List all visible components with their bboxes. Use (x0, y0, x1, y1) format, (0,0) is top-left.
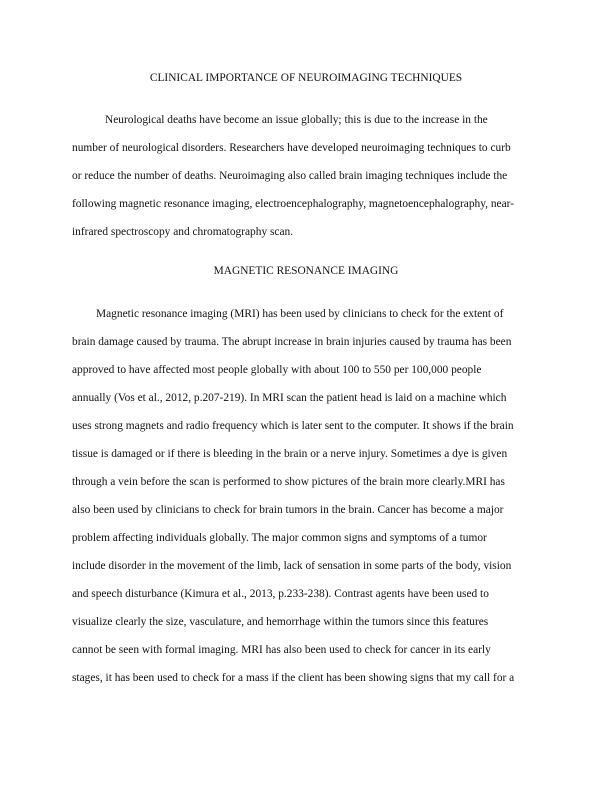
paragraph-line: cannot be seen with formal imaging. MRI has also been used to check for cancer in its early (72, 644, 491, 656)
paragraph-line: Magnetic resonance imaging (MRI) has been used by clinicians to check for the extent of (96, 308, 504, 320)
paragraph-line: annually (Vos et al., 2012, p.207-219). In MRI scan the patient head is laid on a machine which (72, 392, 507, 404)
paragraph-line: and speech disturbance (Kimura et al., 2013, p.233-238). Contrast agents have been used to (72, 588, 489, 600)
paragraph-line: following magnetic resonance imaging, electroencephalography, magnetoencephalography, near- (72, 198, 515, 210)
paragraph-line: visualize clearly the size, vasculature, and hemorrhage within the tumors since this features (72, 616, 489, 628)
paragraph-line: problem affecting individuals globally. The major common signs and symptoms of a tumor (72, 532, 487, 544)
paragraph-line: through a vein before the scan is performed to show pictures of the brain more clearly.MRI has (72, 476, 505, 488)
paragraph-line: also been used by clinicians to check for brain tumors in the brain. Cancer has become a major (72, 504, 504, 516)
paragraph-line: include disorder in the movement of the limb, lack of sensation in some parts of the body, vision (72, 560, 512, 572)
document-title: CLINICAL IMPORTANCE OF NEUROIMAGING TECHNIQUES (149, 72, 463, 84)
paragraph-line: Neurological deaths have become an issue globally; this is due to the increase in the (105, 114, 488, 126)
paragraph-line: brain damage caused by trauma. The abrupt increase in brain injuries caused by trauma has been (72, 336, 512, 348)
paragraph-line: uses strong magnets and radio frequency which is later sent to the computer. It shows if the brain (72, 420, 514, 432)
paragraph-line: or reduce the number of deaths. Neuroimaging also called brain imaging techniques include the (72, 170, 508, 182)
paragraph-line: stages, it has been used to check for a mass if the client has been showing signs that my call for a (72, 672, 515, 684)
section-heading: MAGNETIC RESONANCE IMAGING (213, 265, 399, 277)
paragraph-line: approved to have affected most people globally with about 100 to 550 per 100,000 people (72, 364, 482, 376)
paragraph-line: number of neurological disorders. Researchers have developed neuroimaging techniques to curb (72, 142, 511, 154)
paragraph-line: infrared spectroscopy and chromatography scan. (72, 226, 294, 238)
paragraph-line: tissue is damaged or if there is bleeding in the brain or a nerve injury. Sometimes a dye is given (72, 448, 508, 460)
